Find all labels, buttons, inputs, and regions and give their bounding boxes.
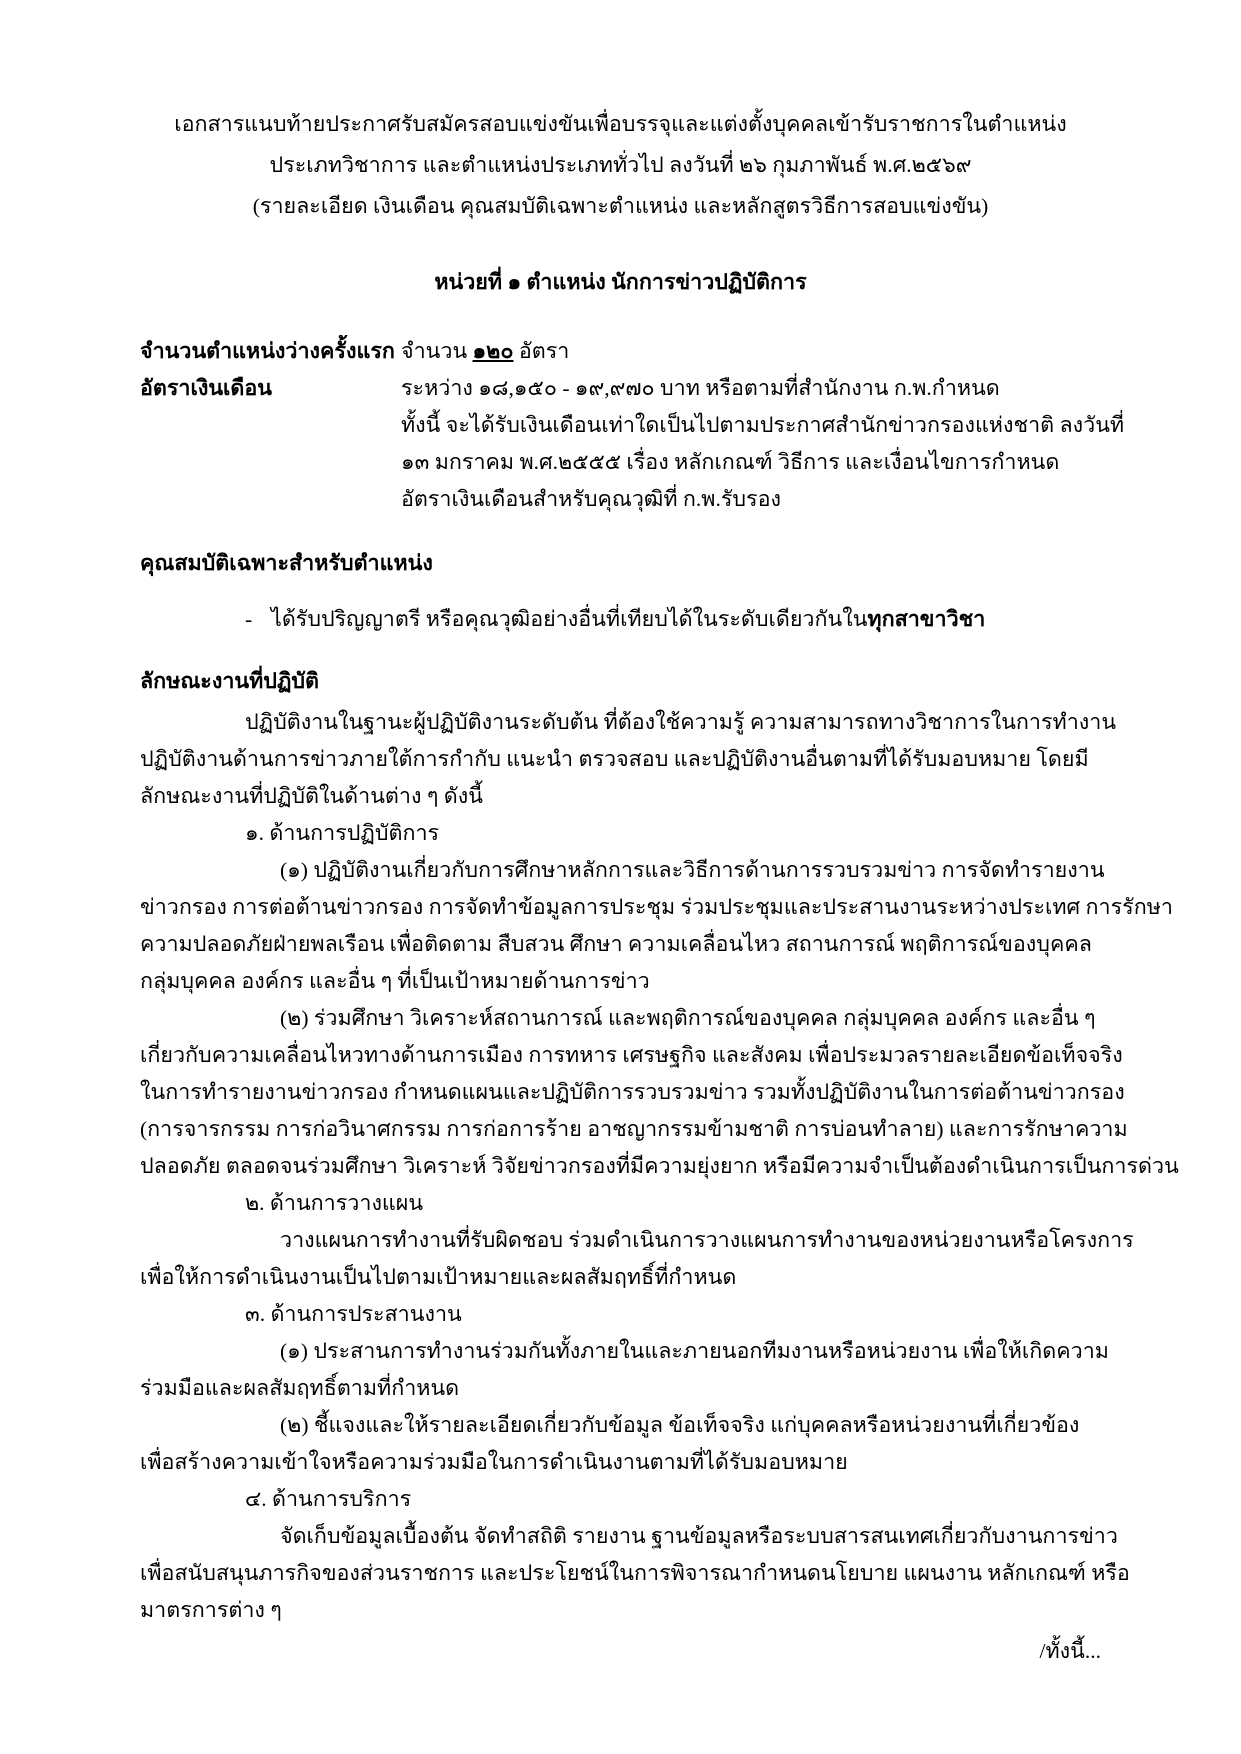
duties-s4-i1-line-2: เพื่อสนับสนุนภารกิจของส่วนราชการ และประโยชน์ในการพิจารณากำหนดนโยบาย แผนงาน หลักเกณฑ์ หรือ [140,1561,1130,1585]
qualification-text [271,602,985,636]
duties-s3-i2-line-2: เพื่อสร้างความเข้าใจหรือความร่วมมือในการดำเนินงานตามที่ได้รับมอบหมาย [140,1450,848,1474]
duties-section-title [140,1185,1101,1222]
duties-section-title [140,1296,1101,1333]
salary-label: อัตราเงินเดือน [140,376,272,400]
salary-note [401,407,1125,518]
bullet-marker: - [245,607,253,631]
header-line-3: (รายละเอียด เงินเดือน คุณสมบัติเฉพาะตำแหน่ง และหลักสูตรวิธีการสอบแข่งขัน) [252,194,989,218]
duties-s4-i1-line-1: จัดเก็บข้อมูลเบื้องต้น จัดทำสถิติ รายงาน ฐานข้อมูลหรือระบบสารสนเทศเกี่ยวกับงานการข่าว [280,1524,1118,1548]
duties-s1-i2-line-5: ปลอดภัย ตลอดจนร่วมศึกษา วิเคราะห์ วิจัยข่าวกรองที่มีความยุ่งยาก หรือมีความจำเป็นต้องดำเนินการเป็นการด่วน [140,1154,1179,1178]
header-line-2: ประเภทวิชาการ และตำแหน่งประเภททั่วไป ลงวันที่ ๒๖ กุมภาพันธ์ พ.ศ.๒๕๖๙ [269,153,972,177]
salary-note-line-2: ๑๓ มกราคม พ.ศ.๒๕๕๕ เรื่อง หลักเกณฑ์ วิธีการ และเงื่อนไขการกำหนด [401,450,1060,474]
duties-item [140,1000,1179,1185]
duties-section-2-title: ๒. ด้านการวางแผน [245,1191,424,1215]
qualifications-heading: คุณสมบัติเฉพาะสำหรับตำแหน่ง [140,551,433,575]
duties-item [140,1407,1101,1481]
vacancy-value-prefix: จำนวน [401,339,473,363]
duties-s2-i1-line-1: วางแผนการทำงานที่รับผิดชอบ ร่วมดำเนินการวางแผนการทำงานของหน่วยงานหรือโครงการ [280,1228,1134,1252]
salary-note-line-3: อัตราเงินเดือนสำหรับคุณวุฒิที่ ก.พ.รับรอง [401,487,781,511]
duties-section-title [140,815,1101,852]
duties-s1-i1-line-2: ข่าวกรอง การต่อต้านข่าวกรอง การจัดทำข้อมูลการประชุม ร่วมประชุมและประสานงานระหว่างประเทศ การรักษา [140,895,1173,919]
position-details-block [140,333,1125,518]
duties-s1-i1-line-1: (๑) ปฏิบัติงานเกี่ยวกับการศึกษาหลักการและวิธีการด้านการรวบรวมข่าว การจัดทำรายงาน [280,858,1105,882]
salary-row [140,370,1101,407]
duties-item [140,1222,1134,1296]
duties-s3-i1-line-2: ร่วมมือและผลสัมฤทธิ์ตามที่กำหนด [140,1376,460,1400]
vacancy-row [140,333,1101,370]
duties-item [140,852,1173,1000]
qualification-text-emphasis: ทุกสาขาวิชา [867,607,986,631]
duties-s1-i2-line-2: เกี่ยวกับความเคลื่อนไหวทางด้านการเมือง การทหาร เศรษฐกิจ และสังคม เพื่อประมวลรายละเอียดข้อเท็จจริง [140,1043,1123,1067]
duties-s3-i1-line-1: (๑) ประสานการทำงานร่วมกันทั้งภายในและภายนอกทีมงานหรือหน่วยงาน เพื่อให้เกิดความ [280,1339,1109,1363]
salary-note-line-1: ทั้งนี้ จะได้รับเงินเดือนเท่าใดเป็นไปตามประกาศสำนักข่าวกรองแห่งชาติ ลงวันที่ [401,413,1125,437]
vacancy-value [401,333,1101,370]
duties-intro-line-3: ลักษณะงานที่ปฏิบัติในด้านต่าง ๆ ดังนี้ [140,784,483,808]
duties-s1-i2-line-1: (๒) ร่วมศึกษา วิเคราะห์สถานการณ์ และพฤติการณ์ของบุคคล กลุ่มบุคคล องค์กร และอื่น ๆ [280,1006,1096,1030]
duties-item [140,1518,1130,1629]
duties-s1-i1-line-3: ความปลอดภัยฝ่ายพลเรือน เพื่อติดตาม สืบสวน ศึกษา ความเคลื่อนไหว สถานการณ์ พฤติการณ์ของบุคคล [140,932,1092,956]
document-header [140,104,1101,227]
qualification-text-main: ได้รับปริญญาตรี หรือคุณวุฒิอย่างอื่นที่เทียบได้ในระดับเดียวกันใน [271,607,868,631]
duties-s4-i1-line-3: มาตรการต่าง ๆ [140,1598,282,1622]
duties-s1-i2-line-3: ในการทำรายงานข่าวกรอง กำหนดแผนและปฏิบัติการรวบรวมข่าว รวมทั้งปฏิบัติงานในการต่อต้านข่าวกรอง [140,1080,1125,1104]
duties-section-3-title: ๓. ด้านการประสานงาน [245,1302,462,1326]
duties-intro-line-1: ปฏิบัติงานในฐานะผู้ปฏิบัติงานระดับต้น ที่ต้องใช้ความรู้ ความสามารถทางวิชาการในการทำงาน [245,710,1117,734]
vacancy-value-suffix: อัตรา [513,339,570,363]
vacancy-count: ๑๒๐ [472,339,514,363]
salary-range: ระหว่าง ๑๘,๑๕๐ - ๑๙,๙๗๐ บาท หรือตามที่สำนักงาน ก.พ.กำหนด [401,376,1000,400]
page-continuation-note: /ทั้งนี้... [1039,1638,1101,1663]
duties-intro [140,704,1117,815]
qualification-bullet [140,602,1101,636]
duties-body [140,704,1179,1629]
duties-item [140,1333,1109,1407]
vacancy-label: จำนวนตำแหน่งว่างครั้งแรก [140,339,395,363]
duties-s1-i1-line-4: กลุ่มบุคคล องค์กร และอื่น ๆ ที่เป็นเป้าหมายด้านการข่าว [140,969,650,993]
duties-s2-i1-line-2: เพื่อให้การดำเนินงานเป็นไปตามเป้าหมายและผลสัมฤทธิ์ที่กำหนด [140,1265,737,1289]
duties-section-4-title: ๔. ด้านการบริการ [245,1487,412,1511]
duties-heading: ลักษณะงานที่ปฏิบัติ [140,669,319,693]
duties-intro-line-2: ปฏิบัติงานด้านการข่าวภายใต้การกำกับ แนะนำ ตรวจสอบ และปฏิบัติงานอื่นตามที่ได้รับมอบหมาย โดยมี [140,747,1089,771]
duties-s1-i2-line-4: (การจารกรรม การก่อวินาศกรรม การก่อการร้าย อาชญากรรมข้ามชาติ การบ่อนทำลาย) และการรักษาความ [140,1117,1128,1141]
duties-section-1-title: ๑. ด้านการปฏิบัติการ [245,821,440,845]
duties-s3-i2-line-1: (๒) ชี้แจงและให้รายละเอียดเกี่ยวกับข้อมูล ข้อเท็จจริง แก่บุคคลหรือหน่วยงานที่เกี่ยวข้อง [280,1413,1080,1437]
unit-title: หน่วยที่ ๑ ตำแหน่ง นักการข่าวปฏิบัติการ [434,270,807,294]
duties-section-title [140,1481,1101,1518]
header-line-1: เอกสารแนบท้ายประกาศรับสมัครสอบแข่งขันเพื่อบรรจุและแต่งตั้งบุคคลเข้ารับราชการในตำแหน่ง [174,112,1067,136]
